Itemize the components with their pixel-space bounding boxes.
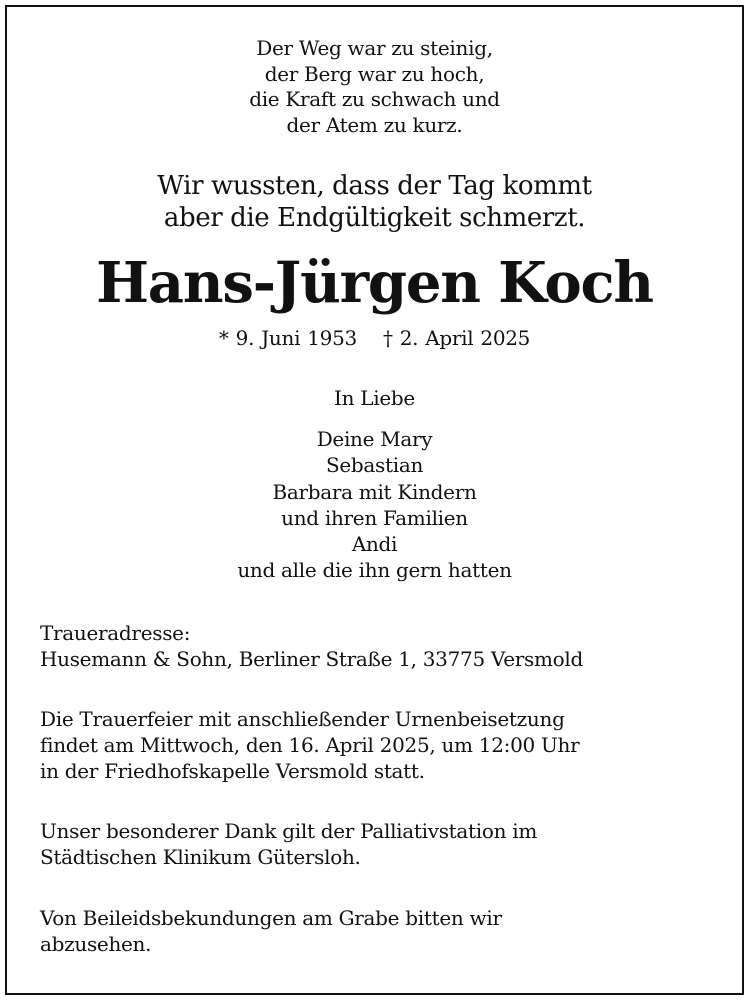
poem (0, 36, 749, 138)
quote-line: aber die Endgültigkeit schmerzt. (163, 203, 586, 233)
mourner-line: und ihren Familien (281, 505, 468, 530)
mourners-list (0, 426, 749, 584)
mourner-line: Andi (351, 532, 398, 557)
ceremony-line: Die Trauerfeier mit anschließender Urnenbeisetzung (40, 707, 565, 731)
deceased-name: Hans-Jürgen Koch (96, 250, 653, 316)
mourning-address (40, 620, 720, 672)
address-value: Husemann & Sohn, Berliner Straße 1, 33775 Versmold (40, 647, 583, 671)
poem-line: der Berg war zu hoch, (264, 61, 485, 86)
quote-line: Wir wussten, dass der Tag kommt (157, 171, 592, 201)
ceremony-line: in der Friedhofskapelle Versmold statt. (40, 759, 425, 783)
thanks-line: Städtischen Klinikum Gütersloh. (40, 845, 361, 869)
ceremony-info (40, 706, 720, 784)
condolence-note (40, 905, 720, 957)
mourner-line: Sebastian (325, 453, 424, 478)
mourner-line: und alle die ihn gern hatten (237, 558, 512, 583)
condolence-line: abzusehen. (40, 932, 152, 956)
thanks-note (40, 818, 720, 870)
condolence-line: Von Beileidsbekundungen am Grabe bitten wir (40, 906, 502, 930)
mourner-line: Barbara mit Kindern (272, 479, 477, 504)
in-love-line: In Liebe (334, 386, 415, 410)
ceremony-line: findet am Mittwoch, den 16. April 2025, um 12:00 Uhr (40, 733, 580, 757)
thanks-line: Unser besonderer Dank gilt der Palliativstation im (40, 819, 538, 843)
poem-line: die Kraft zu schwach und (249, 87, 500, 111)
poem-line: Der Weg war zu steinig, (256, 36, 493, 60)
birth-date: * 9. Juni 1953 (218, 326, 357, 350)
quote (0, 170, 749, 234)
life-dates (0, 325, 749, 351)
poem-line: der Atem zu kurz. (286, 112, 463, 137)
mourner-line: Deine Mary (316, 427, 433, 451)
address-label: Traueradresse: (40, 621, 191, 645)
death-date: † 2. April 2025 (382, 326, 531, 350)
